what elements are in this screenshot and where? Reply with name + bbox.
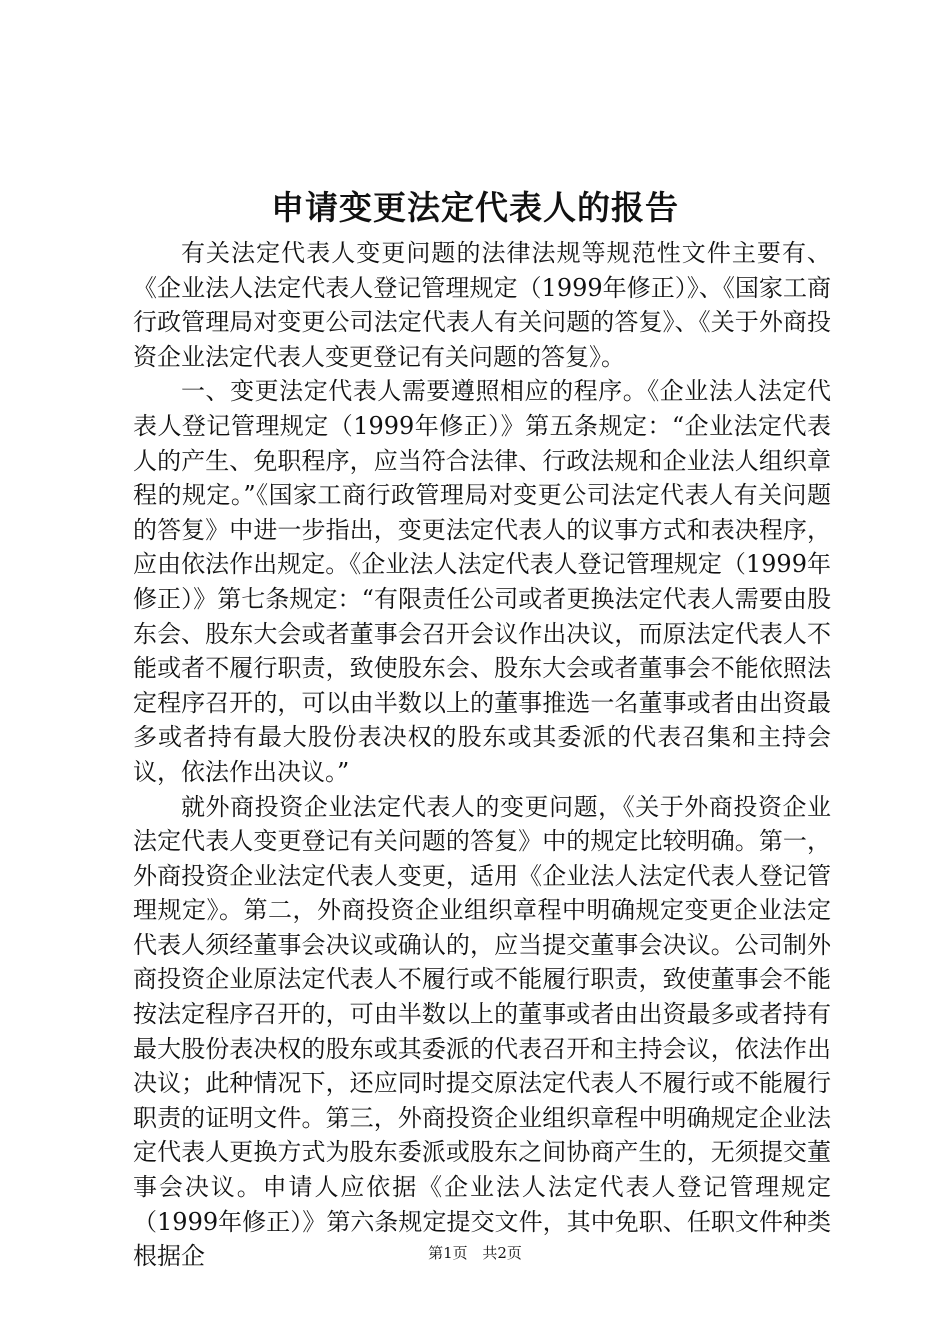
paragraph: 一、变更法定代表人需要遵照相应的程序。《企业法人法定代表人登记管理规定（1999年修正）》第五条规定：“企业法定代表人的产生、免职程序，应当符合法律、行政法规和企业法人组织章程的规定。”《国家工商行政管理局对变更公司法定代表人有关问题的答复》中进一步指出，变更法定代表人的议事方式和表决程序，应由依法作出规定。《企业法人法定代表人登记管理规定（1999年修正）》第七条规定：“有限责任公司或者更换法定代表人需要由股东会、股东大会或者董事会召开会议作出决议，而原法定代表人不能或者不履行职责，致使股东会、股东大会或者董事会不能依照法定程序召开的，可以由半数以上的董事推选一名董事或者由出资最多或者持有最大股份表决权的股东或其委派的代表召集和主持会议，依法作出决议。” xyxy=(133,377,831,786)
paragraph: 就外商投资企业法定代表人的变更问题，《关于外商投资企业法定代表人变更登记有关问题的答复》中的规定比较明确。第一，外商投资企业法定代表人变更，适用《企业法人法定代表人登记管理规定》。第二，外商投资企业组织章程中明确规定变更企业法定代表人须经董事会决议或确认的，应当提交董事会决议。公司制外商投资企业原法定代表人不履行或不能履行职责，致使董事会不能按法定程序召开的，可由半数以上的董事或者由出资最多或者持有最大股份表决权的股东或其委派的代表召开和主持会议，依法作出决议；此种情况下，还应同时提交原法定代表人不履行或不能履行职责的证明文件。第三，外商投资企业组织章程中明确规定企业法定代表人更换方式为股东委派或股东之间协商产生的，无须提交董事会决议。申请人应依据《企业法人法定代表人登记管理规定（1999年修正）》第六条规定提交文件，其中免职、任职文件种类根据企 xyxy=(133,792,831,1271)
page-number: 第1页 xyxy=(428,1244,468,1262)
document-title: 申请变更法定代表人的报告 xyxy=(271,188,679,227)
paragraph: 有关法定代表人变更问题的法律法规等规范性文件主要有、《企业法人法定代表人登记管理规定（1999年修正）》、《国家工商行政管理局对变更公司法定代表人有关问题的答复》、《关于外商投资企业法定代表人变更登记有关问题的答复》。 xyxy=(133,239,831,371)
page-count: 共2页 xyxy=(482,1244,522,1262)
page-footer xyxy=(0,1243,950,1263)
document-body xyxy=(133,236,831,1274)
